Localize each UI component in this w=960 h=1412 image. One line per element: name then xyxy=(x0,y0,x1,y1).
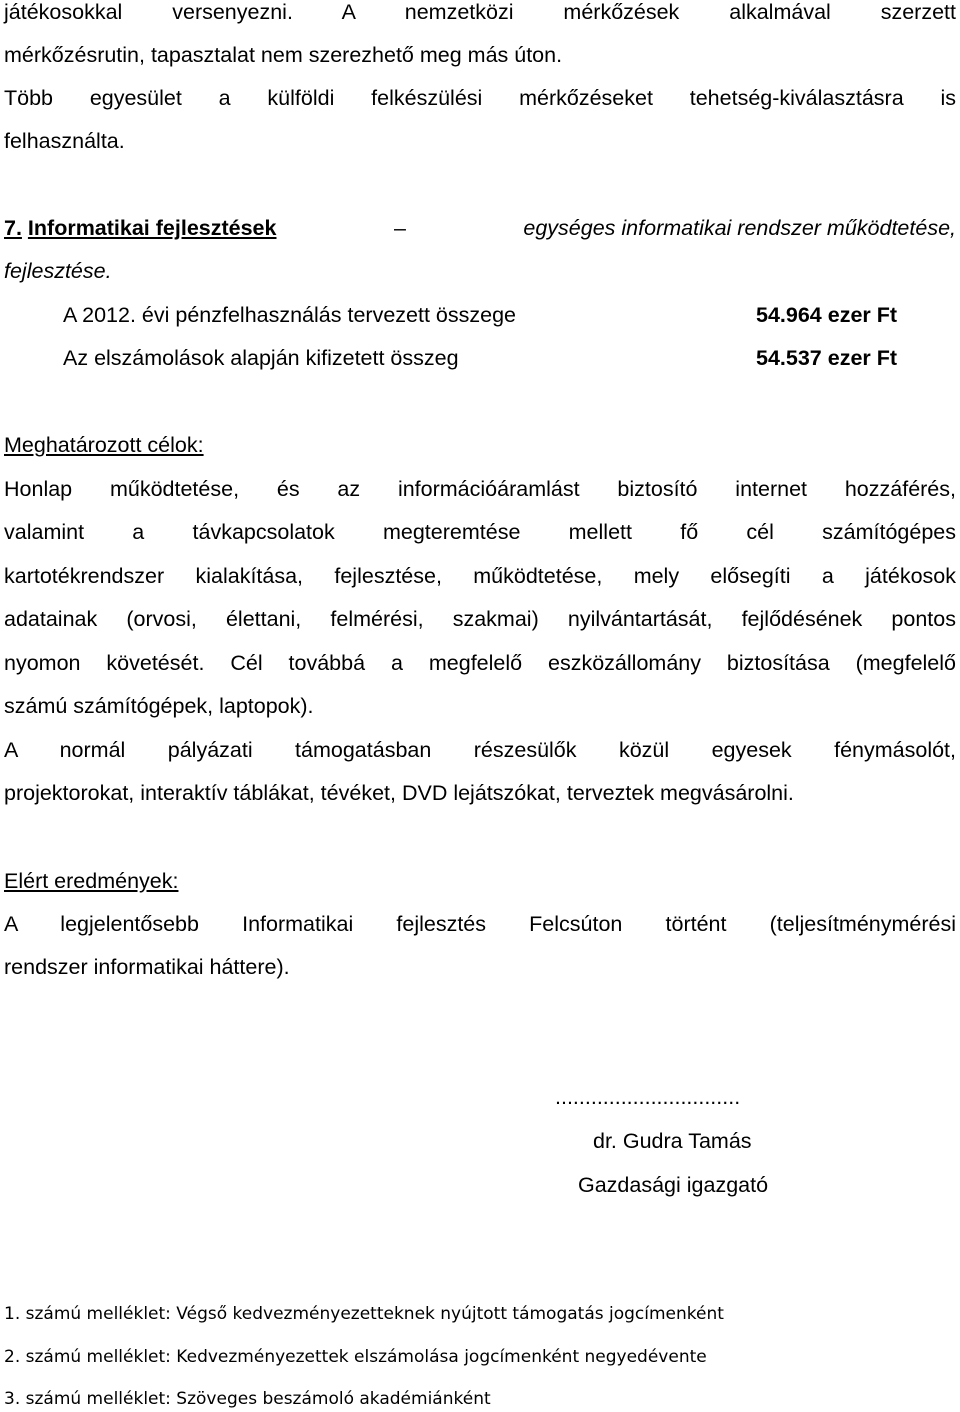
section-heading xyxy=(4,213,956,243)
intro-line-1: játékosokkal versenyezni. A nemzetközi mérkőzések alkalmával szerzett xyxy=(4,0,956,24)
section-number: 7. xyxy=(4,216,22,240)
goals-line-6: számú számítógépek, laptopok). xyxy=(4,694,314,718)
signature-dots: ............................... xyxy=(555,1085,741,1109)
goals-heading xyxy=(4,430,204,460)
goals-line-7: A normál pályázati támogatásban részesülők közül egyesek fénymásolót, xyxy=(4,738,956,762)
section-subtitle-line-1: egységes informatikai rendszer működtetése, xyxy=(523,216,956,240)
goals-line-8: projektorokat, interaktív táblákat, tévéket, DVD lejátszókat, terveztek megvásárolni. xyxy=(4,781,794,805)
results-heading-text: Elért eredmények: xyxy=(4,869,179,893)
results-line-1: A legjelentősebb Informatikai fejlesztés Felcsúton történt (teljesítménymérési xyxy=(4,912,956,936)
appendix-item: 3. számú melléklet: Szöveges beszámoló akadémiánként xyxy=(4,1389,491,1409)
signatory-name: dr. Gudra Tamás xyxy=(593,1129,752,1153)
appendix-item: 1. számú melléklet: Végső kedvezményezetteknek nyújtott támogatás jogcímenként xyxy=(4,1304,724,1324)
planned-amount-value: 54.964 ezer Ft xyxy=(756,303,898,327)
goals-line-2: valamint a távkapcsolatok megteremtése mellett fő cél számítógépes xyxy=(4,520,956,544)
results-line-2: rendszer informatikai háttere). xyxy=(4,955,290,979)
appendix-item: 2. számú melléklet: Kedvezményezettek elszámolása jogcímenként negyedévente xyxy=(4,1347,707,1367)
paid-amount-label: Az elszámolások alapján kifizetett összeg xyxy=(63,346,459,370)
goals-line-1: Honlap működtetése, és az információáramlást biztosító internet hozzáférés, xyxy=(4,477,956,501)
intro-line-3: Több egyesület a külföldi felkészülési mérkőzéseket tehetség-kiválasztásra is xyxy=(4,86,956,110)
goals-heading-text: Meghatározott célok: xyxy=(4,433,204,457)
goals-line-3: kartotékrendszer kialakítása, fejlesztése, működtetése, mely elősegíti a játékosok xyxy=(4,564,956,588)
section-title: Informatikai fejlesztések xyxy=(27,216,277,240)
section-dash: – xyxy=(393,216,406,240)
results-heading xyxy=(4,866,178,896)
intro-line-4: felhasználta. xyxy=(4,129,125,153)
goals-line-4: adatainak (orvosi, élettani, felmérési, szakmai) nyilvántartását, fejlődésének pontos xyxy=(4,607,956,631)
goals-line-5: nyomon követését. Cél továbbá a megfelelő eszközállomány biztosítása (megfelelő xyxy=(4,651,956,675)
section-heading-main xyxy=(4,213,276,243)
intro-line-2: mérkőzésrutin, tapasztalat nem szerezhető meg más úton. xyxy=(4,43,563,67)
planned-amount-label: A 2012. évi pénzfelhasználás tervezett összege xyxy=(63,303,516,327)
section-subtitle-line-2: fejlesztése. xyxy=(4,259,112,283)
paid-amount-value: 54.537 ezer Ft xyxy=(756,346,898,370)
signatory-title: Gazdasági igazgató xyxy=(578,1173,769,1197)
